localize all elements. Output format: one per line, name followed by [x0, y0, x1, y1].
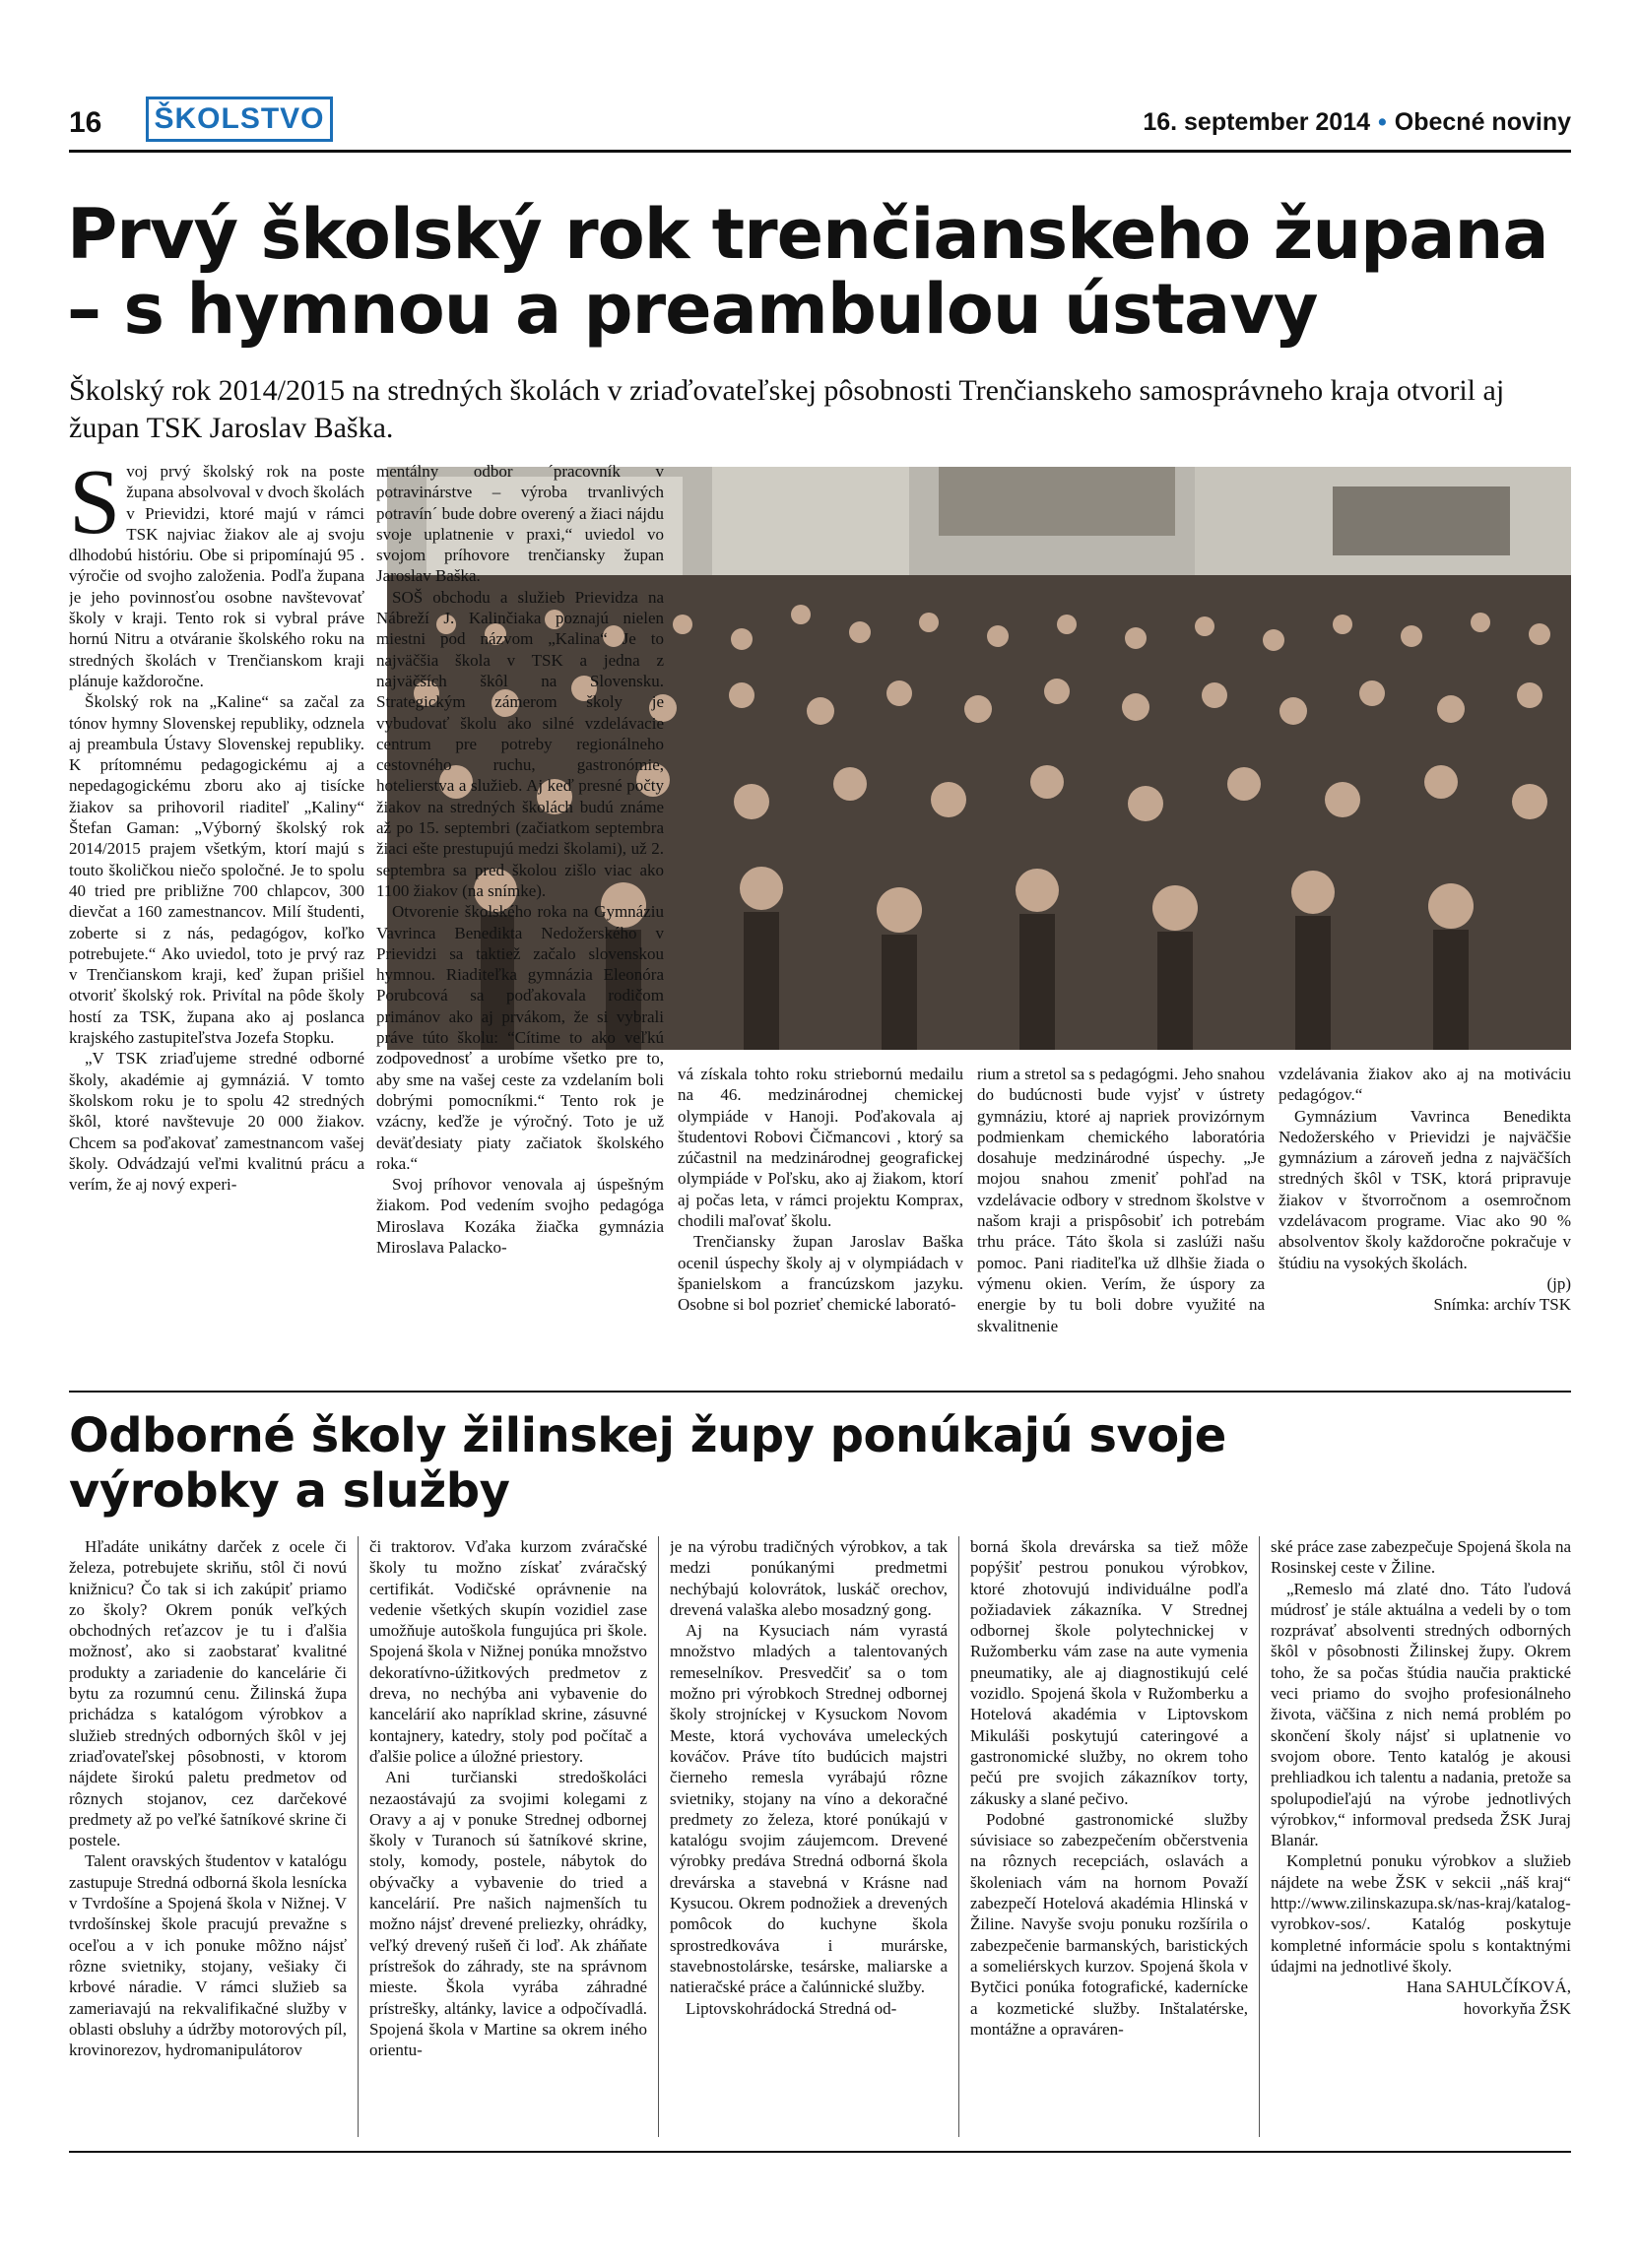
article2-column-1	[69, 1536, 347, 2147]
article1-column-1	[69, 461, 364, 1357]
article1-paragraph: Gymnázium Vavrinca Benedikta Nedožerského v Prievidzi je najväčšie gymnázium a zároveň jedna z najväčších stredných škôl v TSK, ktorá pripravuje žiakov v štvorročnom a osemročnom vzdelávacom programe. Viac ako 90 % absolventov školy každoročne pokračuje v štúdiu na vysokých školách.	[1279, 1106, 1571, 1272]
section-label: ŠKOLSTVO	[146, 97, 333, 142]
article1-column-3	[678, 1064, 963, 1359]
issue-info	[1143, 108, 1571, 137]
article1-paragraph: vá získala tohto roku striebornú medailu na 46. medzinárodnej chemickej olympiáde v Hanoji. Poďakovala aj študentovi Robovi Čičmancovi , ktorý sa zúčastnil na medzinárodnej geografickej olympiáde v Poľsku, ako aj žiakom, ktorí aj počas leta, v rámci projektu Komprax, chodili maľovať školu.	[678, 1065, 963, 1231]
separator-dot: •	[1378, 108, 1387, 136]
article1-lede: Školský rok 2014/2015 na stredných školách v zriaďovateľskej pôsobnosti Trenčianskeho samosprávneho kraja otvoril aj župan TSK Jaroslav Baška.	[69, 374, 1505, 444]
article2-column-3	[670, 1536, 948, 2147]
article2-paragraph: Talent oravských študentov v katalógu zastupuje Stredná odborná škola lesnícka v Tvrdošíne a Spojená škola v Nižnej. V tvrdošínskej škole pracujú prevažne s oceľou a v ich ponuke môžno nájsť rôzne svietniky, stojany, vešiaky či krbové náradie. V rámci služieb sa zameriavajú na rekvalifikačné služby v oblasti obsluhy a údržby motorových píl, krovinorezov, hydromanipulátorov	[69, 1851, 347, 2060]
signature-name: Hana SAHULČÍKOVÁ,	[1406, 1977, 1571, 1997]
article1-column-2	[376, 461, 664, 1357]
article1-paragraph: vzdelávania žiakov ako aj na motiváciu pedagógov.“	[1279, 1065, 1571, 1105]
article1-paragraph: Svoj príhovor venovala aj úspešným žiakom. Pod vedením svojho pedagóga Miroslava Kozáka žiačka gymnázia Miroslava Palacko-	[376, 1175, 664, 1257]
article1-column-5	[1279, 1064, 1571, 1389]
article2-paragraph: „Remeslo má zlaté dno. Táto ľudová múdrosť je stále aktuálna a vedeli by o tom rozprávať absolventi stredných odborných škôl v pôsobnosti Žilinskej župy. Okrem toho, že sa počas štúdia naučia praktické veci priamo do svojho profesionálneho života, väčšina z nich nemá problém po skončení školy nájsť si uplatnenie vo svojom obore. Tento katalóg je akousi prehliadkou ich talentu a nadania, pretože sa spolupodieľajú na výrobe jednotlivých výrobkov,“ informoval predseda ŽSK Juraj Blanár.	[1271, 1579, 1571, 1850]
article1-title: Prvý školský rok trenčianskeho župana – s hymnou a preambulou ústavy	[67, 194, 1548, 350]
footer-rule	[69, 2151, 1571, 2153]
page-number: 16	[69, 106, 102, 139]
signature-role: hovorkyňa ŽSK	[1463, 1998, 1571, 2018]
article2-paragraph: Podobné gastronomické služby súvisiace so zabezpečením občerstvenia na rôznych recepciách, oslavách a školeniach vám na hornom Považí zabezpečí Hotelová akadémia Hlinská v Žiline. Navyše svoju ponuku rozšírila o zabezpečenie barmanských, baristických a someliérskych kurzov. Spojená škola v Bytčici ponúka fotografické, kadernícke a kozmetické služby. Inštalatérske, montážne a opraváren-	[970, 1809, 1248, 2039]
photo-credit: Snímka: archív TSK	[1433, 1295, 1571, 1315]
article-divider	[69, 1391, 1571, 1393]
article2-paragraph: Hľadáte unikátny darček z ocele či železa, potrebujete skriňu, stôl či novú knižnicu? Čo tak si ich zakúpiť priamo zo školy? Okrem ponúk veľkých obchodných reťazcov je tu i ďalšia možnosť, ako si zaobstarať kvalitné produkty a zariadenie do kancelárie či bytu za rozumnú cenu. Žilinská župa prichádza s katalógom výrobkov a služieb stredných odborných škôl v jej zriaďovateľskej pôsobnosti, v ktorom nájdete širokú paletu predmetov od rôznych stojanov, cez darčekové predmety až po veľké šatníkové skrine či postele.	[69, 1537, 347, 1850]
article2-paragraph: Aj na Kysuciach nám vyrastá množstvo mladých a talentovaných remeselníkov. Presvedčiť sa o tom možno pri výrobkoch Strednej odbornej školy strojníckej v Kysuckom Novom Meste, ktorá vychováva umeleckých kováčov. Práve títo budúcich majstri čierneho remesla vyrábajú rôzne svietniky, stojany na víno a dekoračné predmety zo železa, ktoré ponúkajú v katalógu svojim záujemcom. Drevené výrobky predáva Stredná odborná škola drevárska a stavebná v Krásne nad Kysucou. Okrem podnožiek a drevených pomôcok do kuchyne škola sprostredkováva i murárske, stavebnostolárske, tesárske, maliarske a natieračské práce a čalúnnické služby.	[670, 1621, 948, 1997]
article1-column-4	[977, 1064, 1265, 1359]
publication-name: Obecné noviny	[1394, 108, 1571, 136]
article2-paragraph: Ani turčianski stredoškoláci nezaostávajú za svojimi kolegami z Oravy a aj v ponuke Strednej odbornej školy v Turanoch sú šatníkové skrine, stoly, komody, postele, nábytok do obývačky a vybavenie do tried a kancelárií. Pre našich najmenších tu možno nájsť drevené preliezky, ohrádky, veľký drevený rušeň či loď. Ak zháňate prístrešok do záhrady, ste na správnom mieste. Škola vyrába záhradné prístrešky, altánky, lavice a odpočívadlá. Spojená škola v Martine sa okrem iného orientu-	[369, 1768, 647, 2060]
article2-paragraph: je na výrobu tradičných výrobkov, a tak medzi ponúkanými predmetmi nechýbajú kolovrátok, luskáč orechov, drevená valaška alebo mosadzný gong.	[670, 1537, 948, 1619]
article1-author: (jp)	[1546, 1273, 1571, 1293]
column-separator	[658, 1536, 659, 2137]
article1-paragraph: Otvorenie školského roka na Gymnáziu Vavrinca Benedikta Nedožerského v Prievidzi sa taktiež začalo slovenskou hymnou. Riaditeľka gymnázia Eleonóra Porubcová sa poďakovala rodičom primánov ako aj prvákom, že si vybrali práve túto školu: “Cítime to ako veľkú zodpovednosť a urobíme všetko pre to, aby sme na vašej ceste za vzdelaním boli dobrými pomocníkmi.“ Tento rok je vzácny, keďže je výročný. Toto je už deväťdesiaty piaty začiatok školského roka.“	[376, 902, 664, 1173]
article1-paragraph: rium a stretol sa s pedagógmi. Jeho snahou do budúcnosti bude vyjsť v ústrety gymnáziu, ktoré aj napriek provizórnym podmienkam chemického laboratória dosahuje medzinárodné úspechy. „Je mojou snahou zmeniť pohľad na vzdelávacie odbory v strednom školstve v našom kraji a prispôsobiť ich potrebám trhu práce. Táto škola si zaslúži našu pomoc. Pani riaditeľka už dlhšie žiada o výmenu okien. Verím, že úspory za energie by tu boli dobre využité na skvalitnenie	[977, 1065, 1265, 1335]
article1-paragraph: mentálny odbor ´pracovník v potravinárstve – výroba trvanlivých potravín´ bude dobre overený a žiaci nájdu svoje uplatnenie v praxi,“ uviedol vo svojom príhovore trenčiansky župan Jaroslav Baška.	[376, 462, 664, 586]
article2-column-2	[369, 1536, 647, 2147]
article2-paragraph: ské práce zase zabezpečuje Spojená škola na Rosinskej ceste v Žiline.	[1271, 1537, 1571, 1578]
article1-paragraph: SOŠ obchodu a služieb Prievidza na Nábreží J. Kalinčiaka poznajú nielen miestni pod názvom „Kalina“ Je to najväčšia škola v TSK a jedna z najväčších škôl na Slovensku. Strategickým zámerom školy je vybudovať školu ako silné vzdelávacie centrum pre potreby regionálneho cestovného ruchu, gastronómie, hotelierstva a služieb. Aj keď presné počty žiakov na stredných školách budú známe až po 15. septembri (začiatkom septembra žiaci ešte prestupujú medzi školami), už 2. septembra sa pred školou zišlo viac ako 1100 žiakov (na snímke).	[376, 587, 664, 900]
article2-paragraph: Liptovskohrádocká Stredná od-	[686, 1998, 897, 2018]
column-separator	[358, 1536, 359, 2137]
article1-paragraph	[69, 461, 364, 691]
article1-paragraph: Školský rok na „Kaline“ sa začal za tónov hymny Slovenskej republiky, odznela aj preambula Ústavy Slovenskej republiky. K prítomnému pedagogickému aj a nepedagogickému zboru ako aj tisícke žiakov sa prihovoril riaditeľ „Kaliny“ Štefan Gaman: „Výborný školský rok 2014/2015 prajem všetkým, ktorí majú s touto školičkou niečo spoločné. Je to spolu 40 tried pre približne 700 chlapcov, 300 dievčat a 160 zamestnancov. Milí študenti, zoberte si z nás, pedagógov, koľko potrebujete.“ Ako uviedol, toto je prvý raz v Trenčianskom kraji, keď župan prišiel otvoriť školský rok. Privítal na pôde školy hostí za TSK, županа ako aj poslanca krajského zastupiteľstva Jozefa Stopku.	[69, 692, 364, 1048]
issue-date: 16. september 2014	[1143, 108, 1371, 136]
article1-paragraph: Trenčiansky župan Jaroslav Baška ocenil úspechy školy aj v olympiádach v španielskom a francúzskom jazyku. Osobne si bol pozrieť chemické laborató-	[678, 1232, 963, 1315]
article2-title: Odborné školy žilinskej župy ponúkajú svoje výrobky a služby	[69, 1408, 1226, 1519]
article2-column-5	[1271, 1536, 1571, 2147]
article1-paragraph: „V TSK zriaďujeme stredné odborné školy, akadémie aj gymnáziá. V tomto školskom roku je to spolu 42 stredných škôl, ktoré navštevuje 20 000 žiakov. Chcem sa poďakovať zamestnancom vašej školy. Odvádzajú veľmi kvalitnú prácu a verím, že aj nový experi-	[69, 1049, 364, 1195]
header-rule	[69, 150, 1571, 153]
article2-paragraph: borná škola drevárska sa tiež môže popýšiť pestrou ponukou výrobkov, ktoré zhotovujú individuálne podľa požiadaviek zákazníka. V Strednej odbornej škole polytechnickej v Ružomberku vám zase na aute vymenia pneumatiky, ale aj diagnostikujú celé vozidlo. Spojená škola v Ružomberku a Hotelová akadémia v Liptovskom Mikuláši poskytujú cateringové a gastronomické služby, no okrem toho pečú pre svojich zákazníkov torty, zákusky a slané pečivo.	[970, 1537, 1248, 1808]
article2-column-4	[970, 1536, 1248, 2147]
article2-paragraph: či traktorov. Vďaka kurzom zváračské školy tu možno získať zváračský certifikát. Vodičské oprávnenie na vedenie všetkých skupín vozidiel zase umožňuje autoškola fungujúca pri škole. Spojená škola v Nižnej ponúka množstvo dekoratívno-úžitkových predmetov z dreva, no nechýba ani vybavenie do kancelárií ako napríklad skrine, zásuvné kontajnery, katedry, stoly pod počítač a ďalšie police a úložné priestory.	[369, 1537, 647, 1766]
column-separator	[958, 1536, 959, 2137]
paragraph-text: voj prvý školský rok na poste župana absolvoval v dvoch školách v Prievidzi, ktoré majú v rámci TSK najviac žiakov ale aj svoju dlhodobú históriu. Obe si pripomínajú 95 . výročie od svojho založenia. Podľa župana je jeho povinnosťou osobne navštevovať školy v kraji. Tento rok si vybral práve hornú Nitru a otváranie školského roku na stredných školách v Trenčianskom kraji plánuje každoročne.	[69, 462, 364, 690]
dropcap: S	[69, 461, 121, 553]
column-separator	[1259, 1536, 1260, 2137]
article2-paragraph: Kompletnú ponuku výrobkov a služieb nájdete na webe ŽSK v sekcii „náš kraj“ http://www.zilinskazupa.sk/nas-kraj/katalog-vyrobkov-sos/. Katalóg poskytuje kompletné informácie spolu s kontaktnými údajmi na jednotlivé školy.	[1271, 1851, 1571, 1976]
